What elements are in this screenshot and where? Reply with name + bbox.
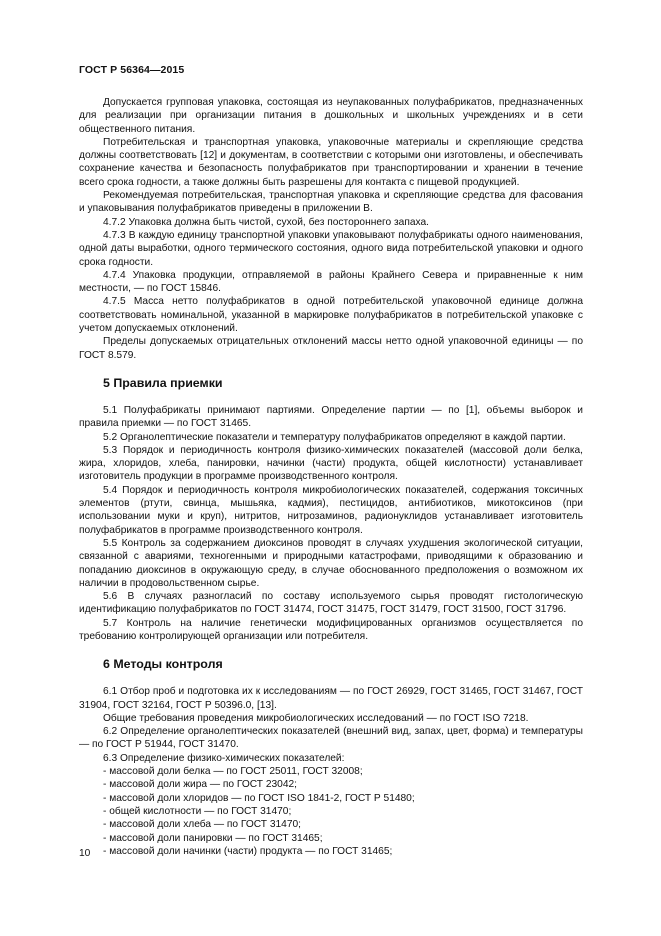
list-item: - массовой доли хлоридов — по ГОСТ ISO 1841-2, ГОСТ Р 51480; — [103, 792, 415, 804]
clause-5-5: 5.5 Контроль за содержанием диоксинов проводят в случаях ухудшения экологической ситуации, связанной с авариями, техногенными и природными катастрофами, приводящими к образованию и попаданию диоксинов в окружающую среду, в случае обоснованного предположения о возможном их наличии в продовольственном сырье. — [79, 537, 583, 589]
paragraph: Допускается групповая упаковка, состоящая из неупакованных полуфабрикатов, предназначенных для реализации при организации питания в дошкольных и школьных учреждениях и в сети общественного питания. — [79, 97, 583, 135]
clause-4-7-3: 4.7.3 В каждую единицу транспортной упаковки упаковывают полуфабрикаты одного наименования, одной даты выработки, одного термического состояния, одного вида потребительской упаковки и одного срока годности. — [79, 229, 583, 268]
list-item: - массовой доли белка — по ГОСТ 25011, ГОСТ 32008; — [103, 766, 363, 778]
document-header: ГОСТ Р 56364—2015 — [79, 64, 185, 76]
paragraph: Пределы допускаемых отрицательных отклонений массы нетто одной упаковочной единицы — по ГОСТ 8.579. — [79, 336, 583, 361]
clause-6-1: 6.1 Отбор проб и подготовка их к исследованиям — по ГОСТ 26929, ГОСТ 31465, ГОСТ 31467, ГОСТ 31904, ГОСТ 32164, ГОСТ Р 50396.0, [13]. — [79, 686, 583, 711]
clause-5-1: 5.1 Полуфабрикаты принимают партиями. Определение партии — по [1], объемы выборок и правила приемки — по ГОСТ 31465. — [79, 404, 583, 430]
page-number: 10 — [79, 848, 91, 859]
paragraph: Потребительская и транспортная упаковка, упаковочные материалы и скрепляющие средства должны соответствовать [12] и документам, в соответствии с которыми они изготовлены, и обеспечивать сохранение качества и безопасность полуфабрикатов при транспортировании и хранении в течение всего срока годности, а также должны быть разрешены для контакта с пищевой продукцией. — [79, 136, 583, 188]
clause-5-6: 5.6 В случаях разногласий по составу используемого сырья проводят гистологическую идентификацию полуфабрикатов по ГОСТ 31474, ГОСТ 31475, ГОСТ 31479, ГОСТ 31500, ГОСТ 31796. — [79, 591, 583, 616]
paragraph: Рекомендуемая потребительская, транспортная упаковка и скрепляющие средства для фасования и упаковывания полуфабрикатов приведены в приложении В. — [79, 190, 583, 215]
page-content — [79, 96, 583, 858]
list-item: - массовой доли хлеба — по ГОСТ 31470; — [103, 819, 302, 831]
clause-6-3: 6.3 Определение физико-химических показателей: — [103, 752, 345, 764]
clause-6-2: 6.2 Определение органолептических показателей (внешний вид, запах, цвет, форма) и температуры — по ГОСТ Р 51944, ГОСТ 31470. — [79, 726, 583, 751]
clause-4-7-4: 4.7.4 Упаковка продукции, отправляемой в районы Крайнего Севера и приравненные к ним местности, — по ГОСТ 15846. — [79, 269, 583, 295]
clause-5-2: 5.2 Органолептические показатели и температуру полуфабрикатов определяют в каждой партии. — [103, 431, 566, 443]
list-item: - массовой доли начинки (части) продукта — по ГОСТ 31465; — [103, 845, 393, 857]
clause-4-7-5: 4.7.5 Масса нетто полуфабрикатов в одной потребительской упаковочной единице должна соответствовать номинальной, указанной в маркировке полуфабрикатов в потребительской упаковке с учетом допускаемых отклонений. — [79, 296, 583, 335]
section-5-heading: 5 Правила приемки — [103, 375, 223, 390]
list-item: - массовой доли жира — по ГОСТ 23042; — [103, 779, 297, 791]
clause-5-3: 5.3 Порядок и периодичность контроля физико-химических показателей (массовой доли белка, жира, хлоридов, хлеба, панировки, начинки (части) продукта, общей кислотности) устанавливает изготовитель продукции в программе производственного контроля. — [79, 444, 583, 483]
section-6-heading: 6 Методы контроля — [103, 657, 223, 672]
paragraph: Общие требования проведения микробиологических исследований — по ГОСТ ISO 7218. — [103, 712, 529, 724]
list-item: - массовой доли панировки — по ГОСТ 31465; — [103, 832, 323, 844]
clause-5-7: 5.7 Контроль на наличие генетически модифицированных организмов осуществляется по требованию контролирующей организации или потребителя. — [79, 617, 583, 642]
clause-4-7-2: 4.7.2 Упаковка должна быть чистой, сухой, без постороннего запаха. — [103, 216, 429, 228]
list-item: - общей кислотности — по ГОСТ 31470; — [103, 805, 292, 817]
clause-5-4: 5.4 Порядок и периодичность контроля микробиологических показателей, содержания токсичных элементов (ртути, свинца, мышьяка, кадмия), пестицидов, антибиотиков, микотоксинов (при использовании муки и круп), нитритов, нитрозаминов, радионуклидов устанавливает изготовитель полуфабрикатов в программе производственного контроля. — [79, 484, 583, 536]
